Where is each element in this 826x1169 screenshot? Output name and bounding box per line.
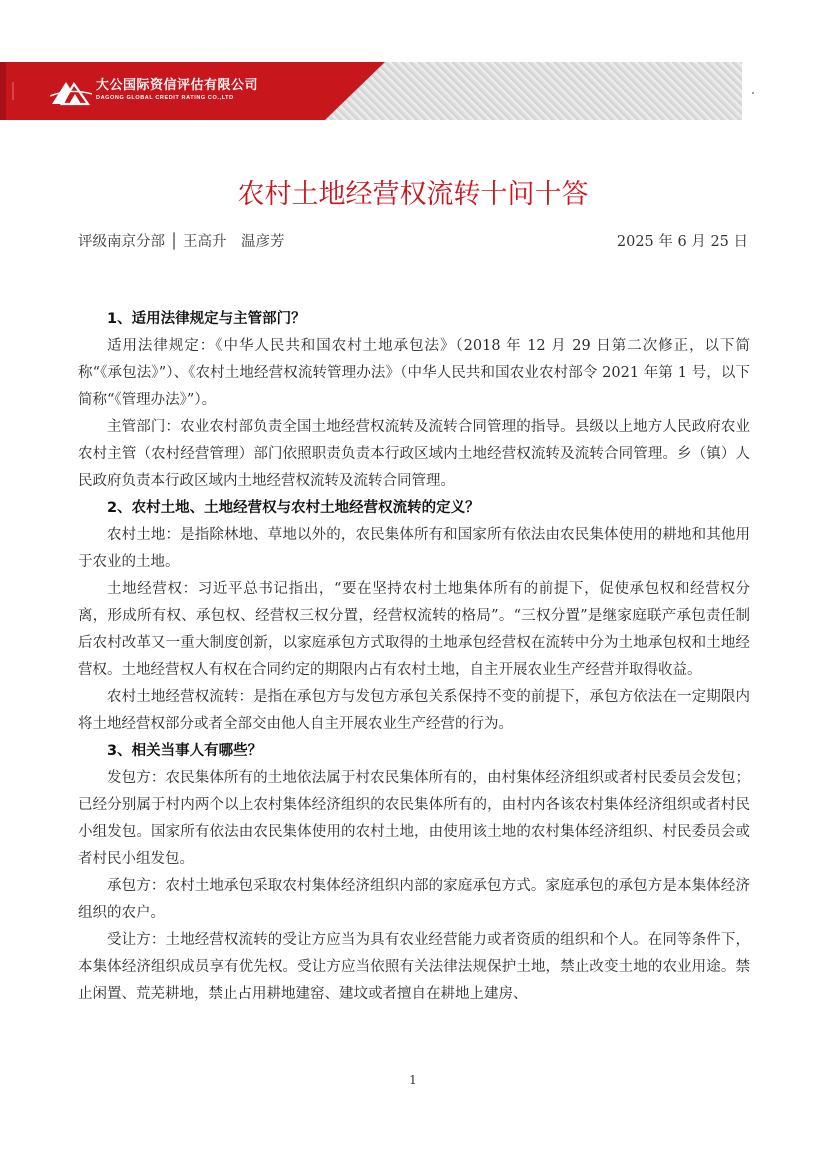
document-body <box>78 306 750 1008</box>
section-heading: 1、适用法律规定与主管部门？ <box>107 311 306 327</box>
paragraph: 承包方：农村土地承包采取农村集体经济组织内部的家庭承包方式。家庭承包的承包方是本集体经济组织的农户。 <box>78 878 750 921</box>
paragraph: 主管部门：农业农村部负责全国土地经营权流转及流转合同管理的指导。县级以上地方人民政府农业农村主管（农村经营管理）部门依照职责负责本行政区域内土地经营权流转及流转合同管理。乡（镇）人民政府负责本行政区域内土地经营权流转及流转合同管理。 <box>78 419 750 489</box>
authors: 评级南京分部 │ 王高升 温彦芳 <box>78 234 285 250</box>
paragraph: 土地经营权：习近平总书记指出，“要在坚持农村土地集体所有的前提下，促使承包权和经营权分离，形成所有权、承包权、经营权三权分置，经营权流转的格局”。“三权分置”是继家庭联产承包责任制后农村改革又一重大制度创新，以家庭承包方式取得的土地承包经营权在流转中分为土地承包权和土地经营权。土地经营权人有权在合同约定的期限内占有农村土地，自主开展农业生产经营并取得收益。 <box>78 581 750 678</box>
paragraph: 发包方：农民集体所有的土地依法属于村农民集体所有的，由村集体经济组织或者村民委员会发包；已经分别属于村内两个以上农村集体经济组织的农民集体所有的，由村内各该农村集体经济组织或者村民小组发包。国家所有依法由农民集体使用的农村土地，由使用该土地的农村集体经济组织、村民委员会或者村民小组发包。 <box>78 770 750 867</box>
header-dot <box>752 92 754 94</box>
section-heading: 3、相关当事人有哪些？ <box>107 743 263 759</box>
section-heading: 2、农村土地、土地经营权与农村土地经营权流转的定义？ <box>107 500 480 516</box>
company-name-cn: 大公国际资信评估有限公司 <box>96 78 259 93</box>
paragraph: 受让方：土地经营权流转的受让方应当为具有农业经营能力或者资质的组织和个人。在同等条件下，本集体经济组织成员享有优先权。受让方应当依照有关法律法规保护土地，禁止改变土地的农业用途。禁止闲置、荒芜耕地，禁止占用耕地建窑、建坟或者擅自在耕地上建房、 <box>78 932 750 1002</box>
company-brand <box>96 78 258 102</box>
paragraph: 农村土地经营权流转：是指在承包方与发包方承包关系保持不变的前提下，承包方依法在一定期限内将土地经营权部分或者全部交由他人自主开展农业生产经营的行为。 <box>78 689 750 732</box>
page-number: 1 <box>409 1073 417 1087</box>
company-name-en: DAGONG GLOBAL CREDIT RATING CO.,LTD <box>96 95 234 101</box>
document-date: 2025 年 6 月 25 日 <box>616 234 748 250</box>
document-title: 农村土地经营权流转十问十答 <box>237 179 589 210</box>
byline <box>78 231 748 253</box>
paragraph: 农村土地：是指除林地、草地以外的，农民集体所有和国家所有依法由农民集体使用的耕地和其他用于农业的土地。 <box>78 527 750 570</box>
paragraph: 适用法律规定：《中华人民共和国农村土地承包法》（2018 年 12 月 29 日第二次修正，以下简称“《承包法》”）、《农村土地经营权流转管理办法》（中华人民共和国农业农村部令 2021 年第 1 号，以下简称“《管理办法》”）。 <box>78 338 750 408</box>
dagong-logo-icon <box>50 78 92 106</box>
